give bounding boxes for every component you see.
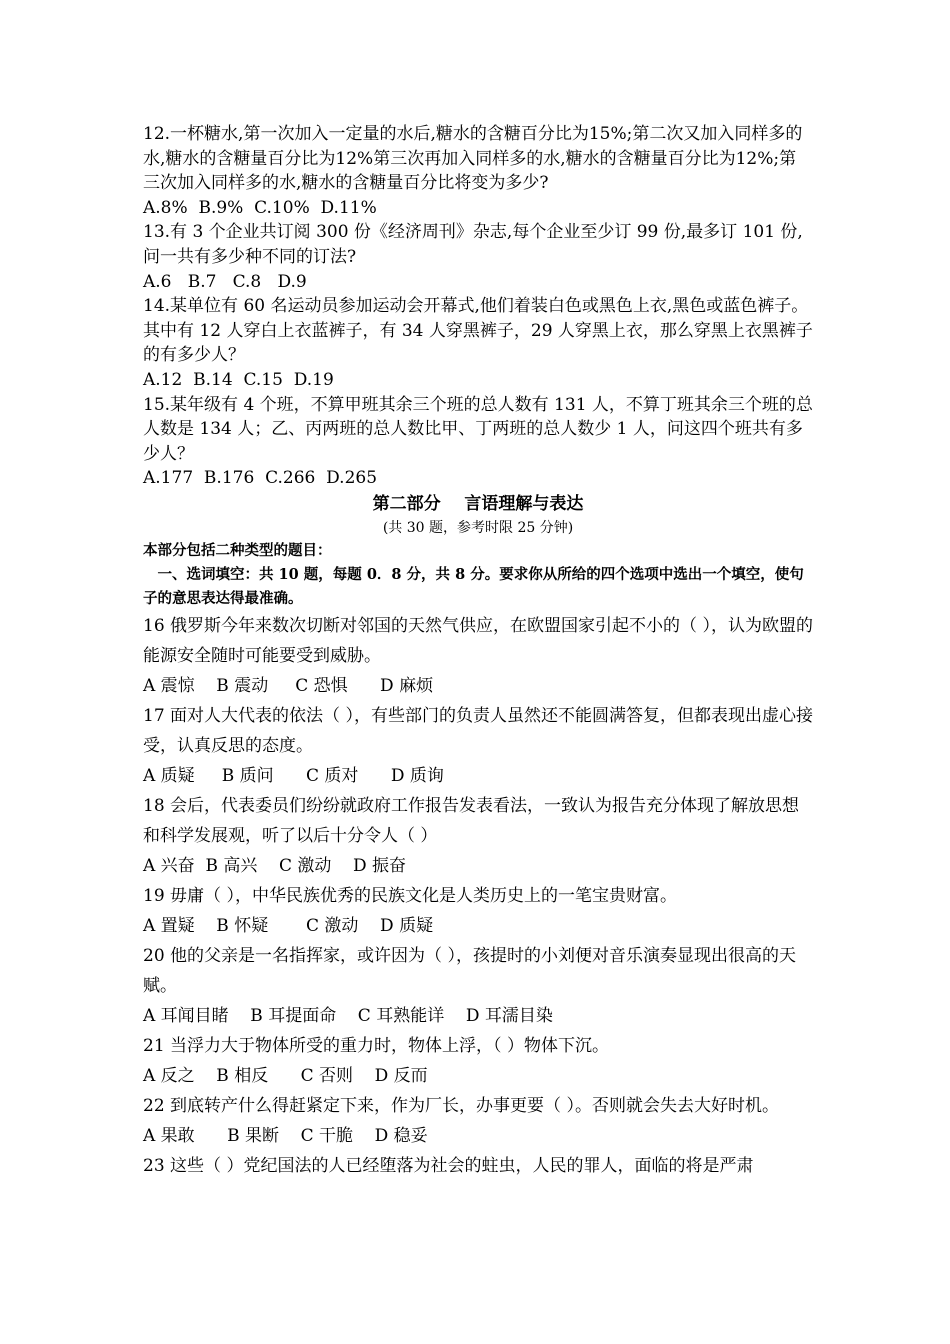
question-19-options: A 置疑 B 怀疑 C 激动 D 质疑: [143, 915, 434, 936]
document-page: [143, 122, 813, 1181]
section-subtitle: (共 30 题，参考时限 25 分钟): [382, 519, 574, 536]
question-22-options: A 果敢 B 果断 C 干脆 D 稳妥: [143, 1125, 428, 1146]
question-16-options: A 震惊 B 震动 C 恐惧 D 麻烦: [143, 675, 434, 696]
section-title: 第二部分 言语理解与表达: [372, 493, 584, 514]
question-16-text: 16 俄罗斯今年来数次切断对邻国的天然气供应，在欧盟国家引起不小的（ ），认为欧盟的能源安全随时可能要受到威胁。: [143, 615, 813, 666]
question-19-text: 19 毋庸（ ），中华民族优秀的民族文化是人类历史上的一笔宝贵财富。: [143, 885, 677, 906]
question-18-text: 18 会后，代表委员们纷纷就政府工作报告发表看法，一致认为报告充分体现了解放思想和科学发展观，听了以后十分令人（ ）: [143, 795, 800, 846]
question-21-text: 21 当浮力大于物体所受的重力时，物体上浮，（ ）物体下沉。: [143, 1035, 609, 1056]
question-22-text: 22 到底转产什么得赶紧定下来，作为厂长，办事更要（ ）。否则就会失去大好时机。: [143, 1095, 779, 1116]
section-intro: 本部分包括二种类型的题目：: [143, 541, 332, 559]
question-14-options: A.12 B.14 C.15 D.19: [143, 369, 334, 390]
question-18-options: A 兴奋 B 高兴 C 激动 D 振奋: [143, 855, 407, 876]
question-21-options: A 反之 B 相反 C 否则 D 反而: [143, 1065, 428, 1086]
question-15-options: A.177 B.176 C.266 D.265: [143, 468, 378, 489]
question-15-text: 15.某年级有 4 个班，不算甲班其余三个班的总人数有 131 人，不算丁班其余三个班的总人数是 134 人；乙、丙两班的总人数比甲、丁两班的总人数少 1 人，问这四个班共有多少人？: [143, 394, 813, 464]
question-20-text: 20 他的父亲是一名指挥家，或许因为（ ），孩提时的小刘便对音乐演奏显现出很高的天赋。: [143, 945, 796, 996]
question-12-text: 12.一杯糖水,第一次加入一定量的水后,糖水的含糖百分比为15%;第二次又加入同样多的水,糖水的含糖量百分比为12%第三次再加入同样多的水,糖水的含糖量百分比为12%;第三次加入同样多的水,糖水的含糖量百分比将变为多少?: [143, 124, 803, 194]
question-17-options: A 质疑 B 质问 C 质对 D 质询: [143, 765, 444, 786]
question-14-text: 14.某单位有 60 名运动员参加运动会开幕式,他们着装白色或黑色上衣,黑色或蓝色裤子。其中有 12 人穿白上衣蓝裤子，有 34 人穿黑裤子，29 人穿黑上衣，那么穿黑上衣黑裤子的有多少人？: [143, 296, 813, 366]
question-17-text: 17 面对人大代表的依法（ ），有些部门的负责人虽然还不能圆满答复，但都表现出虚心接受，认真反思的态度。: [143, 705, 813, 756]
question-20-options: A 耳闻目睹 B 耳提面命 C 耳熟能详 D 耳濡目染: [143, 1005, 553, 1026]
question-13-options: A.6 B.7 C.8 D.9: [143, 271, 307, 292]
question-23-text: 23 这些（ ）党纪国法的人已经堕落为社会的蛀虫，人民的罪人，面临的将是严肃: [143, 1155, 754, 1176]
question-13-text: 13.有 3 个企业共订阅 300 份《经济周刊》杂志,每个企业至少订 99 份,最多订 101 份,问一共有多少种不同的订法?: [143, 222, 803, 267]
question-12-options: A.8% B.9% C.10% D.11%: [143, 197, 377, 218]
section-instruction: 一、选词填空：共 10 题，每题 0．8 分，共 8 分。要求你从所给的四个选项中选出一个填空，使句子的意思表达得最准确。: [143, 565, 804, 607]
